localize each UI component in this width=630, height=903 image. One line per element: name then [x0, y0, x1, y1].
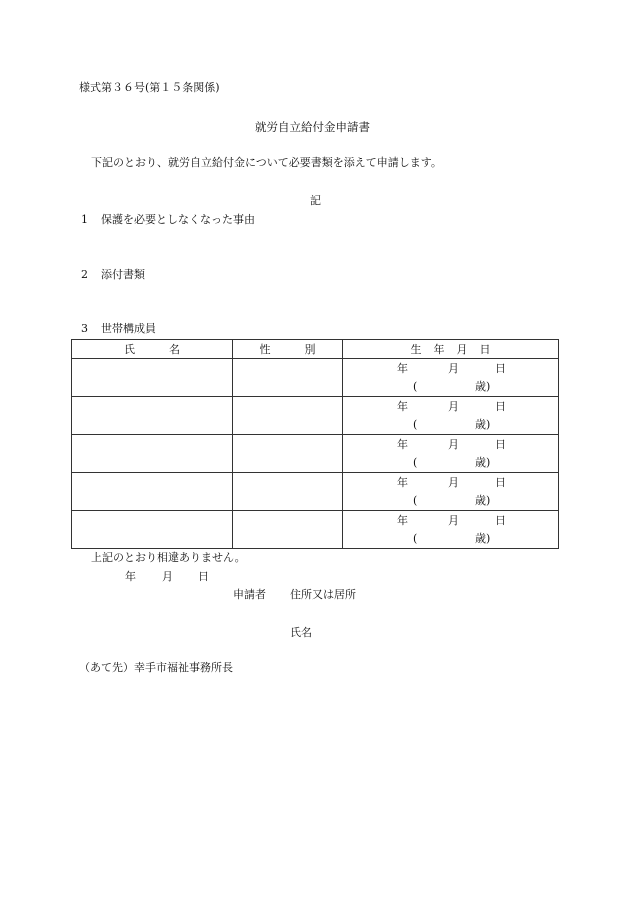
dob-paren-open-label: (: [413, 494, 418, 507]
dob-day-label: 日: [495, 400, 506, 413]
table-row: [72, 435, 559, 473]
header-sex: 性 別: [233, 340, 343, 359]
confirmation-text: 上記のとおり相違ありません。: [91, 551, 246, 564]
ki-heading: 記: [310, 194, 321, 207]
dob-day-label: 日: [495, 514, 506, 527]
header-name: 氏 名: [72, 340, 233, 359]
dob-age-label: 歳): [475, 494, 491, 507]
member-dob-cell[interactable]: [343, 511, 559, 549]
form-number: 様式第３６号(第１５条関係): [79, 81, 220, 94]
table-row: [72, 473, 559, 511]
dob-month-label: 月: [448, 362, 459, 375]
table-row: [72, 397, 559, 435]
dob-month-label: 月: [448, 400, 459, 413]
section-1-number: 1: [81, 213, 88, 226]
dob-paren-open-label: (: [413, 418, 418, 431]
date-day: 日: [198, 570, 209, 583]
member-sex-cell[interactable]: [233, 435, 343, 473]
table-row: [72, 359, 559, 397]
member-name-cell[interactable]: [72, 473, 233, 511]
dob-year-label: 年: [397, 400, 408, 413]
member-sex-cell[interactable]: [233, 473, 343, 511]
household-members-table: [71, 339, 559, 549]
member-name-cell[interactable]: [72, 359, 233, 397]
dob-age-label: 歳): [475, 532, 491, 545]
member-sex-cell[interactable]: [233, 359, 343, 397]
member-dob-cell[interactable]: [343, 435, 559, 473]
member-name-cell[interactable]: [72, 435, 233, 473]
dob-month-label: 月: [448, 438, 459, 451]
member-name-cell[interactable]: [72, 511, 233, 549]
member-dob-cell[interactable]: [343, 359, 559, 397]
dob-year-label: 年: [397, 476, 408, 489]
table-row: [72, 511, 559, 549]
dob-year-label: 年: [397, 438, 408, 451]
dob-year-label: 年: [397, 514, 408, 527]
section-1-label: 保護を必要としなくなった事由: [101, 213, 255, 226]
header-dob: 生 年 月 日: [343, 340, 559, 359]
dob-day-label: 日: [495, 438, 506, 451]
table-header-row: [72, 340, 559, 359]
dob-day-label: 日: [495, 362, 506, 375]
member-sex-cell[interactable]: [233, 511, 343, 549]
dob-paren-open-label: (: [413, 532, 418, 545]
section-3-label: 世帯構成員: [101, 322, 156, 335]
member-dob-cell[interactable]: [343, 473, 559, 511]
section-2-label: 添付書類: [101, 268, 145, 281]
member-sex-cell[interactable]: [233, 397, 343, 435]
dob-age-label: 歳): [475, 418, 491, 431]
dob-year-label: 年: [397, 362, 408, 375]
address-label: 住所又は居所: [290, 588, 356, 601]
date-year: 年: [125, 570, 136, 583]
applicant-label: 申請者: [233, 588, 266, 601]
member-dob-cell[interactable]: [343, 397, 559, 435]
dob-age-label: 歳): [475, 456, 491, 469]
dob-paren-open-label: (: [413, 456, 418, 469]
addressee: （あて先）幸手市福祉事務所長: [79, 661, 233, 674]
section-3-number: 3: [81, 322, 88, 335]
dob-month-label: 月: [448, 476, 459, 489]
document-title: 就労自立給付金申請書: [255, 120, 370, 134]
date-month: 月: [162, 570, 173, 583]
dob-month-label: 月: [448, 514, 459, 527]
dob-paren-open-label: (: [413, 380, 418, 393]
dob-age-label: 歳): [475, 380, 491, 393]
dob-day-label: 日: [495, 476, 506, 489]
section-2-number: 2: [81, 268, 88, 281]
intro-text: 下記のとおり、就労自立給付金について必要書類を添えて申請します。: [91, 156, 442, 169]
name-label: 氏名: [290, 626, 312, 639]
member-name-cell[interactable]: [72, 397, 233, 435]
